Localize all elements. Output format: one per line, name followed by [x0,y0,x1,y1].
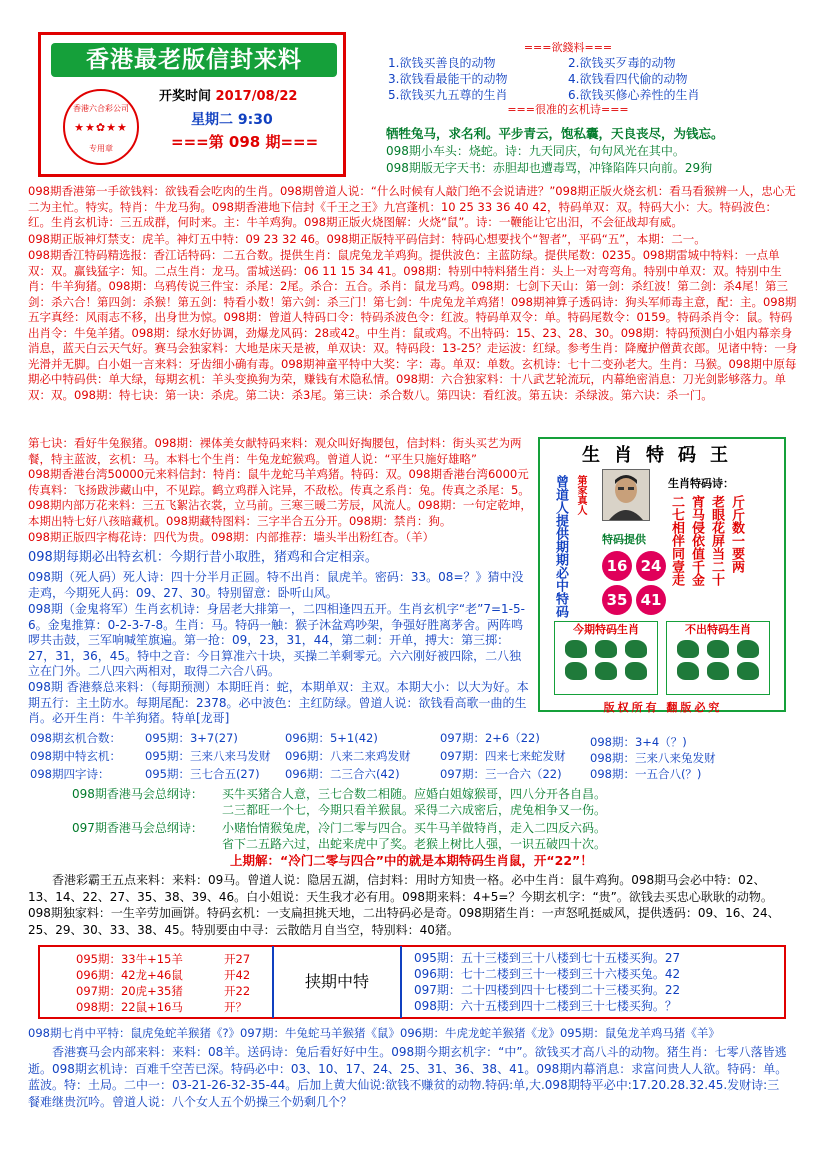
ox-icon [677,640,699,658]
paragraph: 098期内部万花来料：三五飞絮沾衣裳，立马前。三寒三暖二芳辰，风流人。098期：一句定乾坤，本期出特七好八孩暗藏机。098期藏特图料：三字半合五分开。098期：禁肖：狗。 [28,498,532,528]
paragraph: 第七诀：看好牛兔猴猪。098期：裸体美女献特码来料：观众叫好掏腰包，信封料：街头买艺为两餐，特主蓝波，玄机：马。本料七个生肖：牛兔龙蛇猴鸡。曾道人说：“平生只施好雄略” [28,436,522,466]
provide-label: 特码提供 [602,533,646,546]
bottom-right-line: 097期：二十四楼到四十七楼到二十三楼买狗。22 [414,983,681,997]
hk-poem-line: 二三都旺一个七，今期只看羊猴鼠。采得二六成密后，虎兔相争又一伤。 [222,803,607,817]
xuanji-cell: 098期：三来八来兔发财 [590,751,716,765]
snake-icon [737,640,759,658]
wish-item: 1.欲钱买善良的动物 [388,56,496,70]
bottom-center-title: 挟期中特 [272,946,402,1018]
paragraph: 香港彩霸王五点来料：来料：09马。曾道人说：隐居五湖，信封料：用时方知贵一格。必中生肖：鼠牛鸡狗。098期马会必中特：02、13、14、22、27、35、38、39、46。白小姐说：天生我才必有用。098期来料：4+5=？今期玄机字：“贵”。欲钱去买忠心耿耿的动物。098期独家料：一生辛劳加画饼。特码玄机：一支扁担挑天地，二出特码必是奇。098期猪生肖：一声怒吼挺威风，提供透码：09、16、24、25、29、30、33、38、45。特别要由中寻：云散皓月自当空，特别料：40猪。 [28,873,780,937]
bottom-left-period: 095期：33牛+15羊 [76,952,183,966]
rabbit-icon [737,662,759,680]
paragraph: 098期每期必出特玄机：今期行昔小取胜，猪鸡和合定相亲。 [28,550,378,565]
wish-heading: ===欲錢料=== [523,41,613,54]
dragon-icon [625,662,647,680]
king-poem-col: 斤斤数一要两 [729,495,744,573]
king-right-heading: 生肖特码诗： [668,477,734,490]
open-time-label: 开奖时间 [159,89,212,104]
buy-animal-box [554,621,658,695]
king-left-vertical: 曾道人提供期期必中特码 [553,475,568,618]
king-poem-col: 二七相伴同壹走 [669,495,684,586]
wish-item: 2.欲钱买歹毒的动物 [568,56,676,70]
wish-item: 5.欲钱买九五尊的生肖 [388,88,508,102]
wish-list [388,41,748,117]
xuanji-cell: 096期：5+1(42) [285,731,378,745]
number-ball: 24 [636,551,666,581]
pig-icon [565,640,587,658]
no-animal-box [666,621,770,695]
paragraph: 098期正版神灯禁支：虎羊。神灯五中特：09 23 32 46。098期正版特平码信封：特码心想要找个“智者”，平码“五”，本期：二一。 [28,232,706,246]
bottom-right-line: 095期：五十三楼到三十八楼到七十五楼买狗。27 [414,951,681,965]
xuanji-cell: 098期：一五合八(？) [590,767,702,781]
rooster-icon [677,662,699,680]
header-title: 香港最老版信封来料 [51,43,337,77]
paragraph: 098期七肖中平特：鼠虎兔蛇羊猴猪《?》097期：牛兔蛇马羊猴猪《鼠》096期：牛虎龙蛇羊猴猪《龙》095期：鼠兔龙羊鸡马猪《羊》 [28,1026,720,1040]
king-small-vertical: 第家真人 [575,475,586,515]
hk-poem-line: 省下二五路六过，出蛇来虎中了奖。老猴上树比人强，一识五破四十次。 [222,837,607,851]
xuanji-cell: 098期：3+4（？) [590,735,687,749]
hk-poem-line: 买牛买猪合人意，三七合数二相随。应婚白姐嫁猴哥，四八分开各自昌。 [222,787,607,801]
dog-icon [565,662,587,680]
xuanji-cell: 096期：八来二来鸡发财 [285,749,411,763]
period-number: ===第 098 期=== [171,133,319,151]
king-poem-col: 宵马侵依值千金 [689,495,704,586]
paragraph: 098期香江特码精选报：香江话特码：二五合数。提供生肖：鼠虎兔龙羊鸡狗。提供波色：主蓝防绿。提供尾数：0235。098期雷城中特料：一点单双：双。赢钱猛字：知。二点生肖：龙马。雷城送码：06 11 15 34 41。098期：特别中特料猪生肖：头上一对弯弯角。特别中单双：双。特别中生肖：牛羊狗猪。098期：乌鸦传说三件宝：杀尾：2尾。杀合：五合。杀肖：鼠龙马鸡。098期：七剑下天山：第一剑：杀红波！第二剑：杀4尾！第三剑：杀六合！第四剑：杀猴！第五剑：特看小数！第六剑：杀三门！第七剑：牛虎兔龙羊鸡猪！098期神算子透码诗：狗头军师毒主意，配：主。098期五字真经：风雨志不移，出身世为惊。098期：曾道人特码口令：特码杀波色令：红波。特码单双令：单。特码尾数令：0159。特码杀肖令：鼠。特码出肖令：牛兔羊猪。098期：绿水好协调，劲爆龙风码：28或42。中生肖：鼠或鸡。不出特码：15、23、28、30。098期：特码预测白小姐内幕亲身消息，蓝天白云天气好。赛马会独家料：大地是床天是被，单双诀：双。特码段：13-25？走运波：红绿。参考生肖：降魔护僧黄衣郎。见诸中特：一身光滑并无脚。白小姐一言来料：牙齿细小确有毒。098期神童平特中大奖：字：毒。单双：单数。玄机诗：七十二变孙老大。生肖：马猴。098期中原每期必中特码供：单大绿，每期玄机：羊头变换狗为荣，赚钱有术隐私情。098期：六合独家料：十八武艺轮流玩，内幕绝密消息：刀光剑影够落力。单双：双。098期：特七诀：第一诀：杀虎。第二诀：杀3尾。第三诀：杀合数八。第四诀：看红波。第五诀：杀绿波。第六诀：杀一门。 [28,248,798,402]
open-date: 2017/08/22 [215,89,298,104]
portrait [602,469,650,521]
bottom-left-result: 开27 [224,952,251,966]
bottom-right-line: 096期：七十二楼到三十一楼到三十六楼买兔。42 [414,967,681,981]
zodiac-king-box [538,437,786,712]
seal-top-text: 香港六合彩公司 [73,104,129,113]
horse-icon [625,640,647,658]
monkey-icon [595,662,617,680]
wish-item: 6.欲钱买修心养性的生肖 [568,88,700,102]
king-title: 生肖特码王 [582,445,742,466]
goat-icon [707,640,729,658]
weekday-time: 星期二 9:30 [191,112,273,128]
hk-poem-label: 098期香港马会总纲诗： [72,787,203,801]
xuanji-cell: 095期：三来八来马发财 [145,749,271,763]
paragraph: 098期（金鬼将军）生肖玄机诗：身居老大排第一，二四相逢四五开。生肖玄机字“老”7=1-5-6。金鬼推算：0-2-3-7-8。生肖：马。特码一触：猴子沐盆鸡吵架，争强好胜离茅舍。两阵鸣啰共击鼓，三军响喊笙旗遍。第一抢：09，23，31，44，第二刺：开单，搏大：第三掷：27，31，36，45。特中之音：今日算准六十块，买操二羊剩零元。六六刚好被四除，二八独立在门外。二八四六两相对，取得二六合八码。 [28,602,525,678]
poem-line: 098期小车头：烧蛇。诗：九天同庆，句句风光在其中。 [386,144,685,158]
header-card [38,32,346,177]
number-ball: 41 [636,585,666,615]
poem-line: 098期版无字天书：赤胆却也遭毒骂，冲锋陷阵只向前。29狗 [386,161,713,175]
bottom-left-period: 096期：42龙+46鼠 [76,968,183,982]
paragraph: 香港赛马会内部来料：来料：08羊。送码诗：兔后看好好中生。098期今期玄机字：“中”。欲钱买才高八斗的动物。猪生肖：七零八落皆逃逝。098期玄机诗：百难千空苦已深。特码必中：03、10、17、24、25、31、36、38、41。098期内幕消息：求富问贵人人欲。特码：单。蓝波。特：土局。二中一：03-21-26-32-35-44。后加上黄大仙说:欲钱不赚贫的动物.特码:单,大.098期特平必中:17.20.28.32.45.发财诗:三餐难继贵沉吟。曾道人说：八个女人五个奶操三个奶剩几个？ [28,1045,788,1109]
bottom-left-period: 098期：22鼠+16马 [76,1000,183,1014]
hk-poem-line: 小赌怡情猴兔虎，冷门二零与四合。买牛马羊做特肖，走入二四反六码。 [222,821,607,835]
number-ball: 16 [602,551,632,581]
xuanji-cell: 097期：2+6（22) [440,731,540,745]
last-period-explain: 上期解：“冷门二零与四合”中的就是本期特码生肖鼠，开“22”！ [230,853,593,868]
paragraph: 098期香港第一手欲钱料：欲钱看会吃肉的生肖。098期曾道人说：“什么时候有人敲门绝不会说请进？”098期正版火烧玄机：看马看猴辨一人，忠心无二为主忙。特实。特肖：牛龙马狗。098期香港地下信封《千王之王》九宫蓬机：10 25 33 36 40 42，特码单双：双。特码大小：大。特码波色：红。生肖玄机诗：三五成群，何时来。主：牛羊鸡狗。098期正版火烧图解：火烧“鼠”。诗：一鞭能让它出汨，不会征战却有威。 [28,184,796,229]
poem-heading: ===很准的玄机诗=== [507,103,629,116]
bottom-left-result: 开22 [224,984,251,998]
tiger-icon [707,662,729,680]
seal-stars: ★★✿★★ [74,121,128,134]
xuanji-cell: 095期：三七合五(27) [145,767,260,781]
bottom-left-result: 开42 [224,968,251,982]
paragraph: 098期（死人码）死人诗：四十分半月正圆。特不出肖：鼠虎羊。密码：33。08=？》猜中没走鸡，今期死人码：09、27、30。特别留意：卧听山风。 [28,570,524,600]
paragraph: 098期香港台湾50000元来料信封：特肖：鼠牛龙蛇马羊鸡猪。特码：双。098期香港台湾6000元传真料：飞扬跋涉藏山中，不见踪。鹤立鸡群入诧异，不敌松。传真之系肖：兔。传真之杀尾：5。 [28,467,530,497]
xuanji-cell: 097期：四来七来蛇发财 [440,749,566,763]
xuanji-cell: 095期：3+7(27) [145,731,238,745]
xuanji-label: 098期玄机合数： [30,731,121,745]
xuanji-label: 098期四字诗： [30,767,110,781]
wish-item: 4.欲钱看四代偷的动物 [568,72,688,86]
paragraph: 098期正版四字梅花诗：四代为贵。098期：内部推荐：墙头半出粉红杏。（羊） [28,530,435,544]
xuanji-cell: 097期：三一合六（22) [440,767,562,781]
paragraph: 098期 香港蔡总来料：（每期预测）本期旺肖：蛇，本期单双：主双。本期大小：以大为好。本期五行：主土防水。每期尾配：2378。必中波色：主红防绿。曾道人说：欲钱看高歌一曲的生肖。必开生肖：牛羊狗猪。特单[龙哥] [28,680,529,725]
king-footer: 版权所有 翻版必究 [603,701,723,714]
rat-icon [595,640,617,658]
bottom-right-line: 098期：六十五楼到四十二楼到三十七楼买狗。？ [414,999,677,1013]
seal-bottom-text: 专用章 [89,144,113,153]
xuanji-label: 098期中特玄机： [30,749,121,763]
buy-animal-title: 今期特码生肖 [573,623,639,636]
bottom-left-period: 097期：20虎+35猪 [76,984,183,998]
company-seal [63,89,139,165]
xuanji-cell: 096期：二三合六(42) [285,767,400,781]
number-ball: 35 [602,585,632,615]
hk-poem-label: 097期香港马会总纲诗： [72,821,203,835]
king-poem-col: 老眼花屏当二十 [709,495,724,586]
wish-item: 3.欲钱看最能干的动物 [388,72,508,86]
bottom-left-result: 开？ [224,1000,247,1014]
poem-line: 牺牲兔马，求名利。平步青云，饱私囊，天良丧尽，为钱忘。 [386,126,724,141]
no-animal-title: 不出特码生肖 [685,623,751,636]
